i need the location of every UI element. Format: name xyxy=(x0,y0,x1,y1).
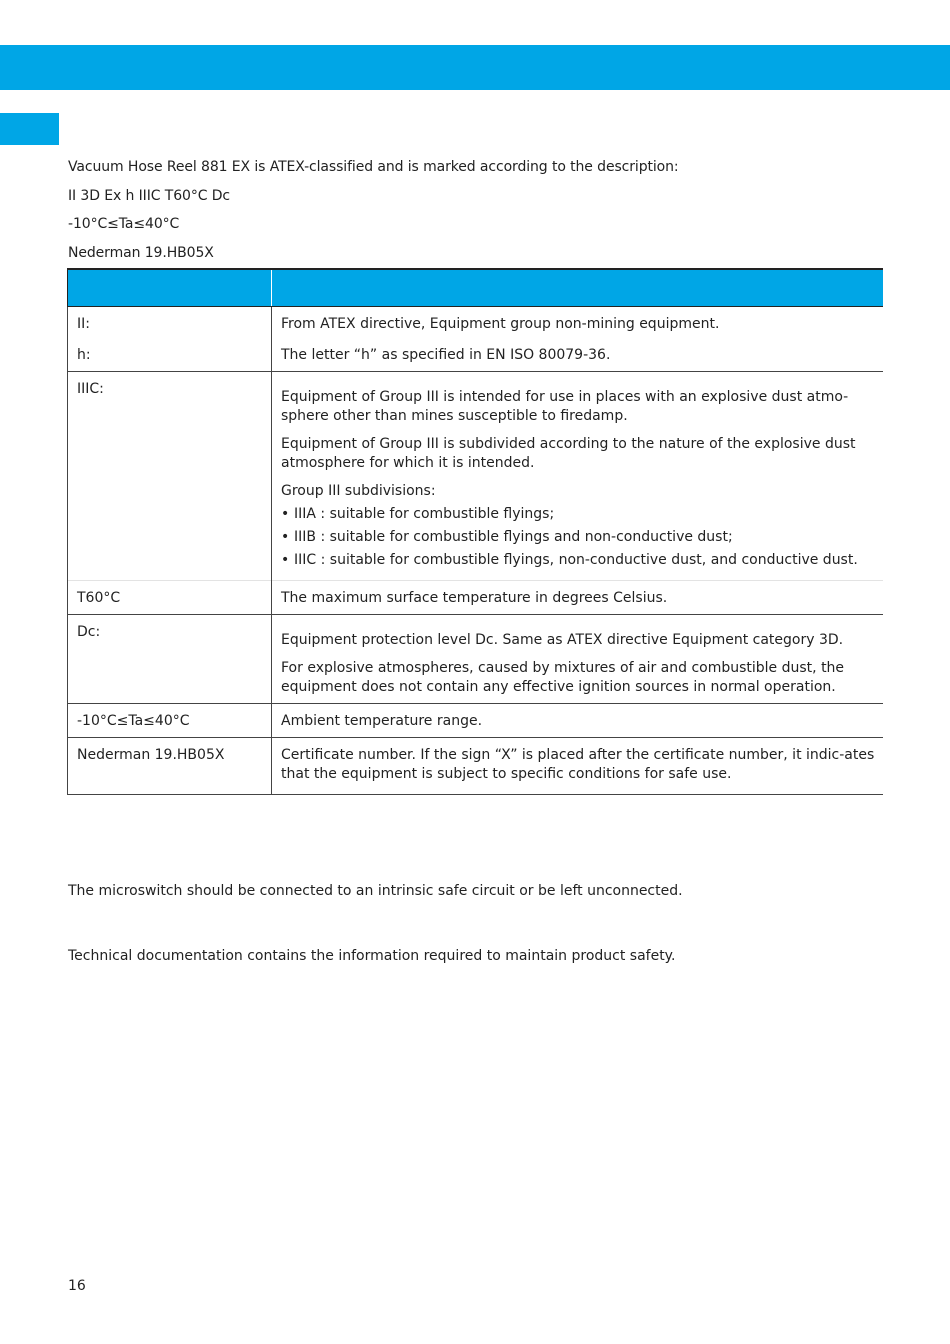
certificate-number: Nederman 19.HB05X xyxy=(68,244,214,261)
table-row xyxy=(68,307,883,344)
table-row xyxy=(68,343,883,372)
marking-code: II 3D Ex h IIIC T60°C Dc xyxy=(68,187,231,204)
row-code: -10°C≤Ta≤40°C xyxy=(68,704,272,738)
temperature-range: -10°C≤Ta≤40°C xyxy=(68,216,180,232)
row-code: h: xyxy=(68,343,272,372)
list-item: • IIIA : suitable for combustible flyings; xyxy=(281,505,875,524)
marking-table xyxy=(67,268,883,795)
row-code: Nederman 19.HB05X xyxy=(68,738,272,795)
table-header-row xyxy=(68,269,883,307)
table-row xyxy=(68,738,883,795)
documentation-note: Technical documentation contains the information required to maintain product safety. xyxy=(68,948,676,964)
table-row xyxy=(68,581,883,615)
header-band xyxy=(0,45,950,90)
row-description: From ATEX directive, Equipment group non-mining equipment. xyxy=(272,307,883,344)
table-header-description xyxy=(272,269,883,307)
subdivisions-list xyxy=(281,505,875,570)
row-code: Dc: xyxy=(68,615,272,704)
table-row xyxy=(68,615,883,704)
row-code: IIIC: xyxy=(68,372,272,581)
table-header-code xyxy=(68,269,272,307)
page-number: 16 xyxy=(68,1278,86,1294)
row-description xyxy=(272,615,883,704)
row-description: The maximum surface temperature in degrees Celsius. xyxy=(272,581,883,615)
atex-intro xyxy=(68,157,888,271)
row-code: II: xyxy=(68,307,272,344)
group-iii-intended-use: Equipment of Group III is intended for use in places with an explosive dust atmo-sphere other than mines susceptible to firedamp. xyxy=(281,389,849,424)
dc-protection-level: Equipment protection level Dc. Same as ATEX directive Equipment category 3D. xyxy=(281,632,844,648)
row-code: T60°C xyxy=(68,581,272,615)
section-tab-marker xyxy=(0,113,59,145)
group-iii-subdivided: Equipment of Group III is subdivided according to the nature of the explosive dust atmosphere for which it is intended. xyxy=(281,436,856,471)
dc-explosive-atmospheres: For explosive atmospheres, caused by mixtures of air and combustible dust, the equipment does not contain any effective ignition sources in normal operation. xyxy=(281,660,845,695)
list-item: • IIIB : suitable for combustible flyings and non-conductive dust; xyxy=(281,528,875,547)
intro-text: Vacuum Hose Reel 881 EX is ATEX-classified and is marked according to the description: xyxy=(68,159,679,175)
row-description: Ambient temperature range. xyxy=(272,704,883,738)
table-row xyxy=(68,372,883,581)
microswitch-note: The microswitch should be connected to an intrinsic safe circuit or be left unconnected. xyxy=(68,883,683,899)
row-description: Certificate number. If the sign “X” is placed after the certificate number, it indic-ates that the equipment is subject to specific conditions for safe use. xyxy=(272,738,883,795)
list-item: • IIIC : suitable for combustible flyings, non-conductive dust, and conductive dust. xyxy=(281,551,875,570)
row-description xyxy=(272,372,883,581)
table-row xyxy=(68,704,883,738)
group-iii-subdivisions-heading: Group III subdivisions: xyxy=(281,483,436,499)
row-description: The letter “h” as specified in EN ISO 80079-36. xyxy=(272,343,883,372)
